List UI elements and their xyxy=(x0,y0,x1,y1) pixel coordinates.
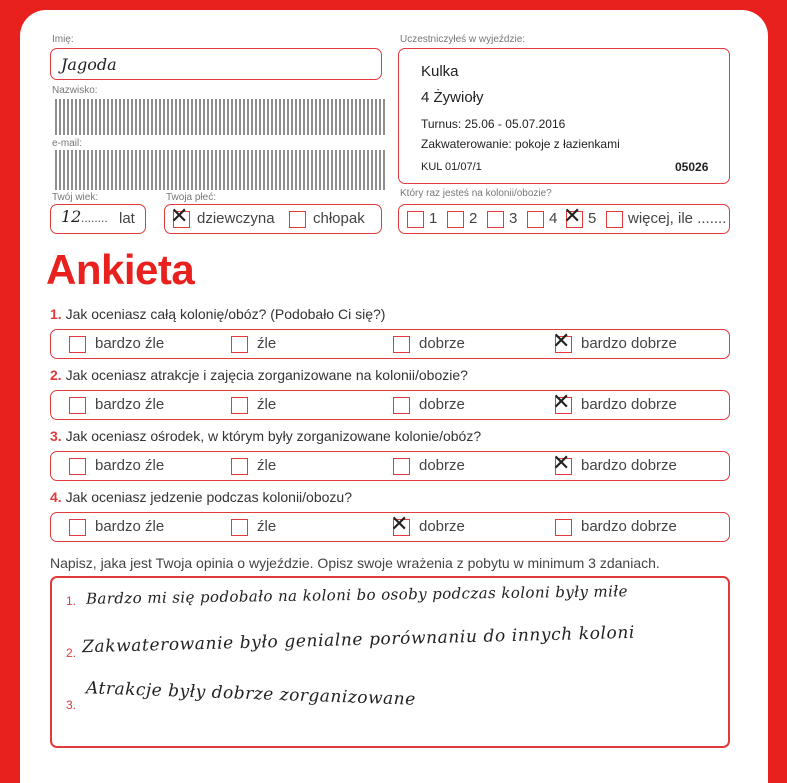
times-field xyxy=(398,204,730,234)
participant-label: Uczestniczyłeś w wyjeździe: xyxy=(400,34,526,45)
answer-4-option-1-checkbox[interactable] xyxy=(69,519,86,536)
answer-option-label: dobrze xyxy=(419,335,465,352)
age-dots: ........ xyxy=(81,211,108,225)
surname-label: Nazwisko: xyxy=(52,85,98,96)
answer-option-label: bardzo dobrze xyxy=(581,396,677,413)
trip-info-box xyxy=(398,48,730,184)
name-field[interactable] xyxy=(50,48,382,80)
answer-2-option-1-checkbox[interactable] xyxy=(69,397,86,414)
answer-1-option-3-checkbox[interactable] xyxy=(393,336,410,353)
answer-1-option-4-checkbox[interactable] xyxy=(552,329,572,354)
answer-4-option-4-checkbox[interactable] xyxy=(555,519,572,536)
answer-row-1 xyxy=(50,329,730,359)
trip-program: 4 Żywioły xyxy=(421,89,484,106)
answer-3-option-4-checkbox[interactable] xyxy=(552,451,572,476)
trip-turnus: Turnus: 25.06 - 05.07.2016 xyxy=(421,117,566,131)
answer-row-2 xyxy=(50,390,730,420)
opinion-line-2: Zakwaterowanie było genialne porównaniu do innych koloni xyxy=(81,622,636,658)
gender-field xyxy=(164,204,382,234)
gender-label: Twoja płeć: xyxy=(166,192,217,203)
check-mark: ✕ xyxy=(552,329,571,354)
email-redacted xyxy=(55,150,385,190)
times-4-label: 4 xyxy=(549,210,558,227)
trip-name: Kulka xyxy=(421,63,459,80)
question-text: Jak oceniasz całą kolonię/obóz? (Podobało Ci się?) xyxy=(65,306,386,322)
answer-option-label: bardzo źle xyxy=(95,335,165,352)
answer-option-label: bardzo źle xyxy=(95,396,165,413)
trip-number: 05026 xyxy=(675,160,709,174)
answer-2-option-4-checkbox[interactable] xyxy=(552,390,572,415)
answer-4-option-2-checkbox[interactable] xyxy=(231,519,248,536)
answer-row-4 xyxy=(50,512,730,542)
check-mark: ✕ xyxy=(552,390,571,415)
gender-female-label: dziewczyna xyxy=(197,210,275,227)
age-label: Twój wiek: xyxy=(52,192,99,203)
times-1-label: 1 xyxy=(429,210,438,227)
answer-option-label: bardzo dobrze xyxy=(581,457,677,474)
opinion-line-1: Bardzo mi się podobało na koloni bo osoby podczas koloni były miłe xyxy=(85,582,628,608)
question-number: 3. xyxy=(50,428,62,444)
times-3-label: 3 xyxy=(509,210,518,227)
question-3 xyxy=(50,428,481,444)
answer-option-label: bardzo dobrze xyxy=(581,518,677,535)
answer-3-option-3-checkbox[interactable] xyxy=(393,458,410,475)
answer-3-option-1-checkbox[interactable] xyxy=(69,458,86,475)
check-mark: ✕ xyxy=(552,451,571,476)
age-value: 12 xyxy=(61,207,82,226)
name-label: Imię: xyxy=(52,34,74,45)
answer-option-label: źle xyxy=(257,335,277,352)
times-1-checkbox[interactable] xyxy=(407,211,424,228)
times-more-checkbox[interactable] xyxy=(606,211,623,228)
answer-option-label: źle xyxy=(257,518,277,535)
answer-option-label: bardzo źle xyxy=(95,457,165,474)
times-label: Który raz jesteś na kolonii/obozie? xyxy=(400,188,552,199)
gender-female-checkbox[interactable]: ✕ xyxy=(170,204,189,229)
age-unit: lat xyxy=(119,210,135,227)
name-value: Jagoda xyxy=(61,55,117,74)
times-more-label: więcej, ile ....... xyxy=(628,210,727,227)
answer-3-option-2-checkbox[interactable] xyxy=(231,458,248,475)
answer-option-label: źle xyxy=(257,457,277,474)
times-3-checkbox[interactable] xyxy=(487,211,504,228)
times-2-checkbox[interactable] xyxy=(447,211,464,228)
answer-option-label: dobrze xyxy=(419,457,465,474)
times-5-label: 5 xyxy=(588,210,597,227)
question-text: Jak oceniasz ośrodek, w którym były zorganizowane kolonie/obóz? xyxy=(65,428,482,444)
times-5-checkbox[interactable]: ✕ xyxy=(563,204,582,229)
answer-option-label: bardzo dobrze xyxy=(581,335,677,352)
question-number: 1. xyxy=(50,306,62,322)
trip-code: KUL 01/07/1 xyxy=(421,161,482,173)
opinion-num-2: 2. xyxy=(66,646,77,660)
check-mark: ✕ xyxy=(390,512,409,537)
answer-2-option-2-checkbox[interactable] xyxy=(231,397,248,414)
trip-accommodation: Zakwaterowanie: pokoje z łazienkami xyxy=(421,137,620,151)
answer-option-label: bardzo źle xyxy=(95,518,165,535)
question-number: 2. xyxy=(50,367,62,383)
answer-1-option-2-checkbox[interactable] xyxy=(231,336,248,353)
question-text: Jak oceniasz atrakcje i zajęcia zorganizowane na kolonii/obozie? xyxy=(65,367,468,383)
answer-2-option-3-checkbox[interactable] xyxy=(393,397,410,414)
answer-option-label: dobrze xyxy=(419,396,465,413)
opinion-num-1: 1. xyxy=(66,594,77,608)
times-4-checkbox[interactable] xyxy=(527,211,544,228)
question-number: 4. xyxy=(50,489,62,505)
opinion-num-3: 3. xyxy=(66,698,77,712)
opinion-line-3: Atrakcje były dobrze zorganizowane xyxy=(85,678,417,710)
answer-4-option-3-checkbox[interactable] xyxy=(390,512,410,537)
question-2 xyxy=(50,367,468,383)
answer-option-label: źle xyxy=(257,396,277,413)
survey-title: Ankieta xyxy=(46,246,195,293)
answer-option-label: dobrze xyxy=(419,518,465,535)
question-text: Jak oceniasz jedzenie podczas kolonii/obozu? xyxy=(65,489,352,505)
opinion-prompt: Napisz, jaka jest Twoja opinia o wyjeździe. Opisz swoje wrażenia z pobytu w minimum 3 zdaniach. xyxy=(50,555,660,571)
gender-male-checkbox[interactable] xyxy=(289,211,306,228)
times-2-label: 2 xyxy=(469,210,478,227)
gender-male-label: chłopak xyxy=(313,210,365,227)
email-label: e-mail: xyxy=(52,138,83,149)
question-4 xyxy=(50,489,352,505)
answer-1-option-1-checkbox[interactable] xyxy=(69,336,86,353)
surname-redacted xyxy=(55,99,385,135)
question-1 xyxy=(50,306,385,322)
answer-row-3 xyxy=(50,451,730,481)
age-field[interactable] xyxy=(50,204,146,234)
